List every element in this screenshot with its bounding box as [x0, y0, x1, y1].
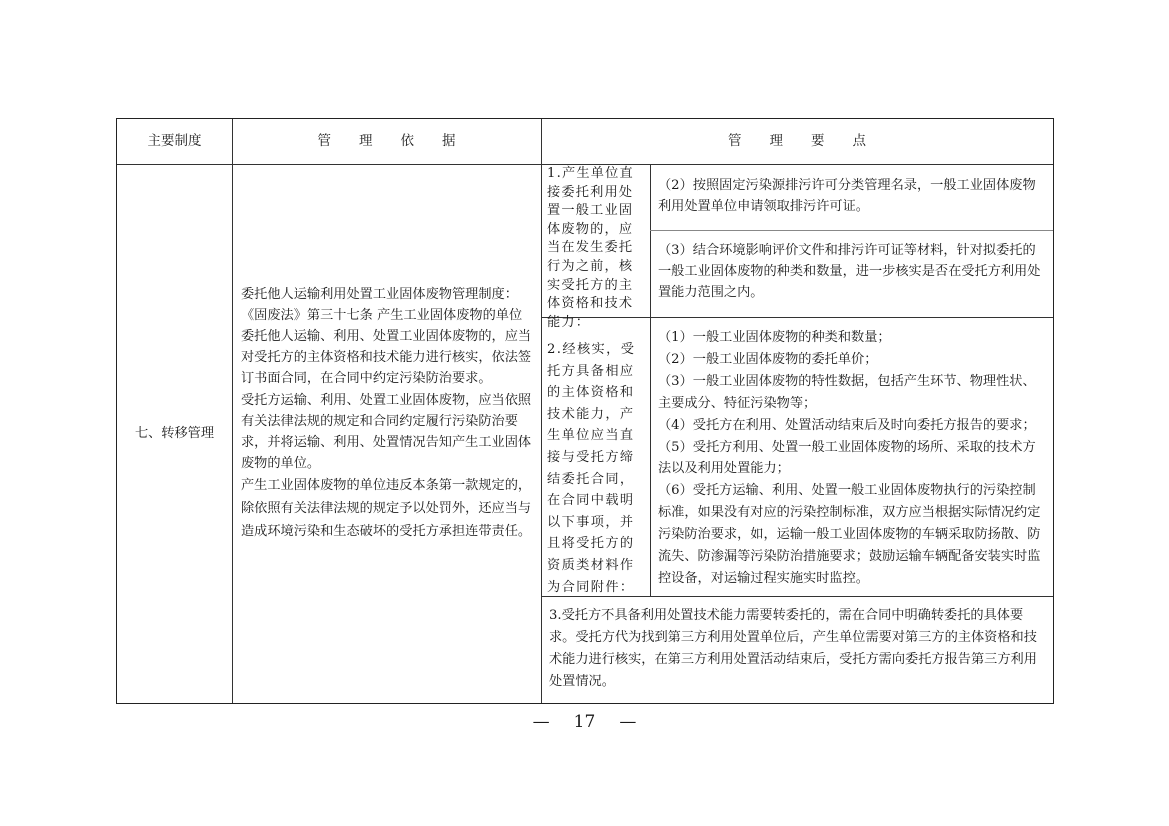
- point-1-item-3-cell: [650, 230, 1053, 317]
- basis-paragraph: 受托方运输、利用、处置工业固体废物，应当依照有关法律法规的规定和合同约定履行污染防治要求，并将运输、利用、处置情况告知产生工业固体废物的单位。: [241, 392, 532, 472]
- dash-right: —: [619, 712, 637, 732]
- basis-paragraph: 产生工业固体废物的单位违反本条第一款规定的，除依照有关法律法规的规定予以处罚外，还应当与造成环境污染和生态破坏的受托方承担连带责任。: [241, 478, 532, 540]
- point-2-items-cell: [650, 317, 1053, 596]
- header-management-points: [541, 119, 1053, 164]
- system-name: 七、转移管理: [134, 425, 215, 441]
- point-3-text: 3.受托方不具备利用处置技术能力需要转委托的，需在合同中明确转委托的具体要求。受托方代为找到第三方利用处置单位后，产生单位需要对第三方的主体资格和技术能力进行核实，在第三方利用处置活动结束后，受托方需向委托方报告第三方利用处置情况。: [549, 608, 1037, 689]
- header-label: 主要制度: [147, 132, 202, 149]
- point-2-label-cell: [541, 317, 650, 596]
- header-label: 管理要点: [728, 132, 894, 149]
- point-1-label: 1.产生单位直接委托利用处置一般工业固体废物的，应当在发生委托行为之前，核实受托方的主体资格和技术能力：: [547, 166, 634, 330]
- contract-item: （3）一般工业固体废物的特性数据，包括产生环节、物理性状、主要成分、特征污染物等；: [658, 373, 1036, 411]
- point-2-label: 2.经核实，受托方具备相应的主体资格和技术能力，产生单位应当直接与受托方缔结委托合同，在合同中载明以下事项，并且将受托方的资质类材料作为合同附件：: [547, 342, 636, 595]
- point-1-item: （3）结合环境影响评价文件和排污许可证等材料，针对拟委托的一般工业固体废物的种类和数量，进一步核实是否在受托方利用处置能力范围之内。: [658, 243, 1041, 301]
- contract-item: （6）受托方运输、利用、处置一般工业固体废物执行的污染控制标准，如果没有对应的污染控制标准，双方应当根据实际情况约定污染防治要求，如，运输一般工业固体废物的车辆采取防扬散、防流失、防渗漏等污染防治措施要求；鼓励运输车辆配备安装实时监控设备，对运输过程实施实时监控。: [658, 483, 1041, 586]
- point-1-label-cell: [541, 164, 650, 330]
- contract-item: （1）一般工业固体废物的种类和数量；: [658, 330, 891, 345]
- dash-left: —: [532, 712, 550, 732]
- page-number: 17: [573, 712, 596, 732]
- header-management-basis: [232, 119, 541, 164]
- system-name-cell: [117, 164, 232, 703]
- contract-item: （2）一般工业固体废物的委托单价；: [658, 351, 878, 367]
- contract-item: （5）受托方利用、处置一般工业固体废物的场所、采取的技术方法以及利用处置能力；: [658, 439, 1036, 477]
- page-number-footer: [0, 712, 1169, 732]
- contract-item: （4）受托方在利用、处置活动结束后及时向委托方报告的要求；: [658, 417, 1036, 433]
- basis-paragraph: 委托他人运输利用处置工业固体废物管理制度：: [241, 286, 518, 302]
- point-3-cell: [541, 596, 1053, 703]
- point-1-item: （2）按照固定污染源排污许可分类管理名录，一般工业固体废物利用处置单位申请领取排污许可证。: [658, 178, 1036, 215]
- basis-paragraph: 《固废法》第三十七条 产生工业固体废物的单位委托他人运输、利用、处置工业固体废物的，应当对受托方的主体资格和技术能力进行核实，依法签订书面合同，在合同中约定污染防治要求。: [241, 307, 532, 387]
- management-table: [116, 118, 1054, 704]
- header-main-system: [117, 119, 232, 164]
- header-label: 管理依据: [317, 132, 484, 149]
- basis-cell: [232, 164, 541, 703]
- point-1-item-2-cell: [650, 164, 1053, 230]
